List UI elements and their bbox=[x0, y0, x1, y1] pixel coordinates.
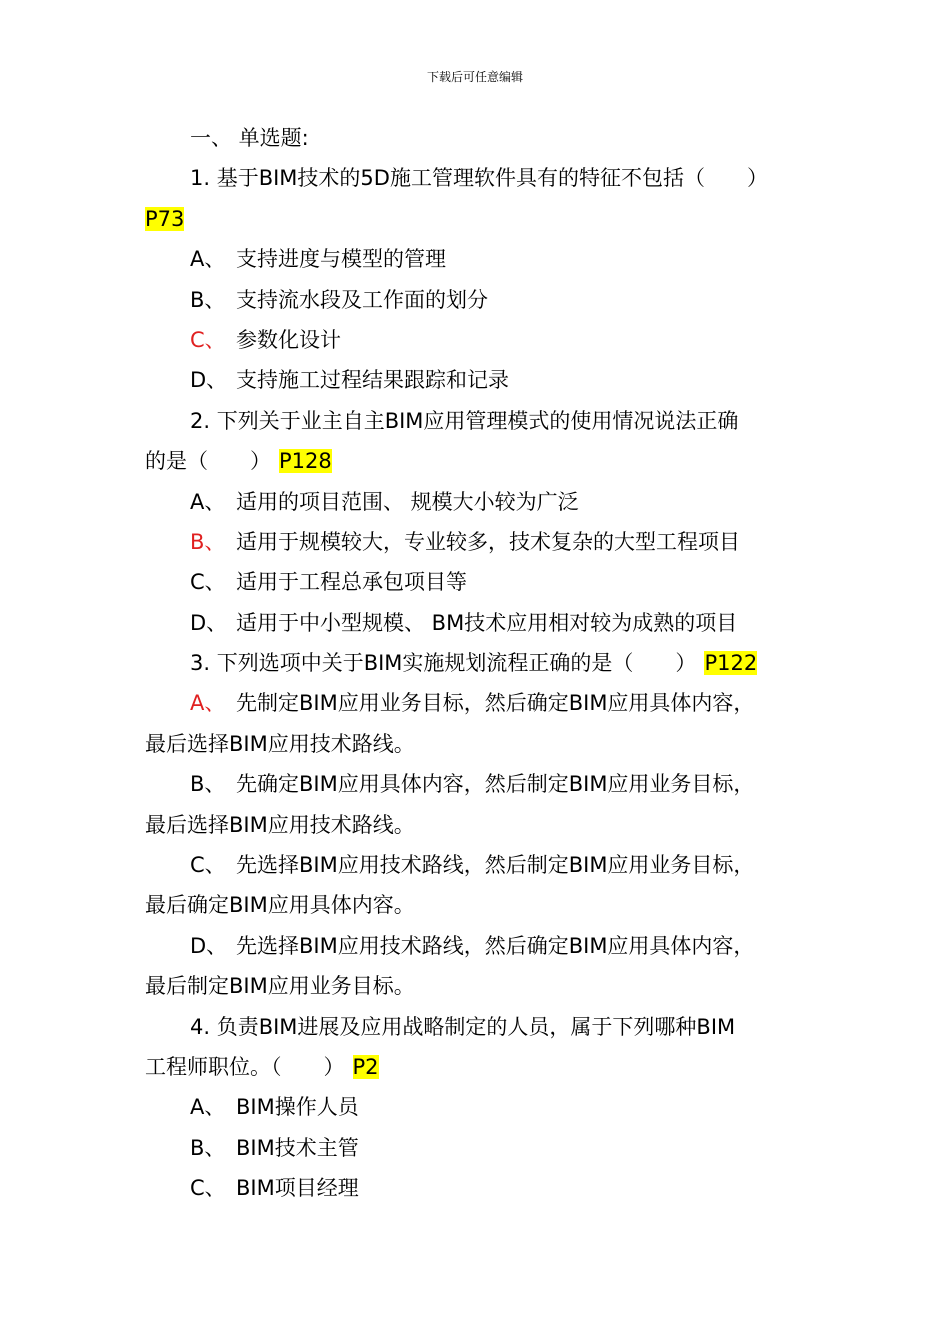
option-label: C、 bbox=[190, 853, 226, 878]
option-c bbox=[145, 1168, 810, 1208]
question-stem-cont bbox=[145, 199, 810, 239]
option-text: 先确定BIM应用具体内容，然后制定BIM应用业务目标， bbox=[236, 772, 755, 797]
option-label: A、 bbox=[190, 1095, 226, 1120]
question-stem: 2. 下列关于业主自主BIM应用管理模式的使用情况说法正确 bbox=[190, 408, 739, 433]
question-stem-cont bbox=[145, 1047, 810, 1087]
option-label: D、 bbox=[190, 610, 228, 635]
page-header: 下载后可任意编辑 bbox=[426, 70, 523, 84]
option-text: 先制定BIM应用业务目标，然后确定BIM应用具体内容， bbox=[236, 691, 755, 716]
question-stem: 4. 负责BIM进展及应用战略制定的人员，属于下列哪种BIM bbox=[190, 1014, 736, 1039]
option-text: 适用于工程总承包项目等 bbox=[236, 570, 467, 595]
option-d bbox=[145, 926, 810, 966]
option-text: 适用的项目范围、 规模大小较为广泛 bbox=[236, 489, 579, 514]
option-a bbox=[145, 239, 810, 279]
option-c bbox=[145, 562, 810, 602]
page-reference: P122 bbox=[704, 651, 758, 676]
option-label: D、 bbox=[190, 933, 228, 958]
option-text: BIM技术主管 bbox=[236, 1135, 359, 1160]
option-c bbox=[145, 845, 810, 885]
option-label: C、 bbox=[190, 1176, 226, 1201]
option-label: D、 bbox=[190, 368, 228, 393]
option-text: 支持施工过程结果跟踪和记录 bbox=[236, 368, 509, 393]
question-3 bbox=[145, 643, 810, 1007]
question-stem-text: 的是（ ） bbox=[145, 449, 271, 474]
page-reference: P73 bbox=[145, 206, 185, 231]
option-label: B、 bbox=[190, 772, 226, 797]
option-text: 适用于规模较大，专业较多，技术复杂的大型工程项目 bbox=[236, 529, 740, 554]
option-b bbox=[145, 280, 810, 320]
correct-option-label: A、 bbox=[190, 691, 226, 716]
option-d-cont: 最后制定BIM应用业务目标。 bbox=[145, 974, 415, 999]
option-label: A、 bbox=[190, 247, 226, 272]
option-b bbox=[145, 522, 810, 562]
option-d bbox=[145, 603, 810, 643]
page-reference: P128 bbox=[279, 449, 332, 474]
question-stem: 1. 基于BIM技术的5D施工管理软件具有的特征不包括（ ） bbox=[190, 166, 768, 191]
question-4 bbox=[145, 1007, 810, 1209]
option-a bbox=[145, 683, 810, 723]
option-text: 先选择BIM应用技术路线，然后确定BIM应用具体内容， bbox=[236, 933, 755, 958]
option-b-cont: 最后选择BIM应用技术路线。 bbox=[145, 812, 415, 837]
option-b bbox=[145, 764, 810, 804]
question-2 bbox=[145, 401, 810, 643]
option-c bbox=[145, 320, 810, 360]
question-stem-text: 3. 下列选项中关于BIM实施规划流程正确的是（ ） bbox=[190, 651, 697, 676]
option-label: B、 bbox=[190, 1135, 226, 1160]
option-text: 适用于中小型规模、 BM技术应用相对较为成熟的项目 bbox=[236, 610, 738, 635]
correct-option-label: B、 bbox=[190, 529, 226, 554]
question-1 bbox=[145, 158, 810, 400]
option-a bbox=[145, 1087, 810, 1127]
option-b bbox=[145, 1128, 810, 1168]
question-stem bbox=[145, 643, 810, 683]
correct-option-label: C、 bbox=[190, 327, 226, 352]
option-text: 支持流水段及工作面的划分 bbox=[236, 287, 488, 312]
page-reference: P2 bbox=[352, 1054, 379, 1079]
section-title: 一、 单选题: bbox=[190, 126, 309, 150]
option-label: B、 bbox=[190, 287, 226, 312]
option-label: A、 bbox=[190, 489, 226, 514]
question-content bbox=[145, 118, 810, 1209]
option-a-cont: 最后选择BIM应用技术路线。 bbox=[145, 731, 415, 756]
option-text: BIM操作人员 bbox=[236, 1095, 359, 1120]
option-text: 先选择BIM应用技术路线，然后制定BIM应用业务目标， bbox=[236, 853, 755, 878]
option-text: 参数化设计 bbox=[236, 327, 341, 352]
option-text: BIM项目经理 bbox=[236, 1176, 359, 1201]
option-label: C、 bbox=[190, 570, 226, 595]
option-c-cont: 最后确定BIM应用具体内容。 bbox=[145, 893, 415, 918]
question-stem-cont bbox=[145, 441, 810, 481]
question-stem-text: 工程师职位。（ ） bbox=[145, 1054, 345, 1079]
option-a bbox=[145, 482, 810, 522]
option-d bbox=[145, 360, 810, 400]
option-text: 支持进度与模型的管理 bbox=[236, 247, 446, 272]
